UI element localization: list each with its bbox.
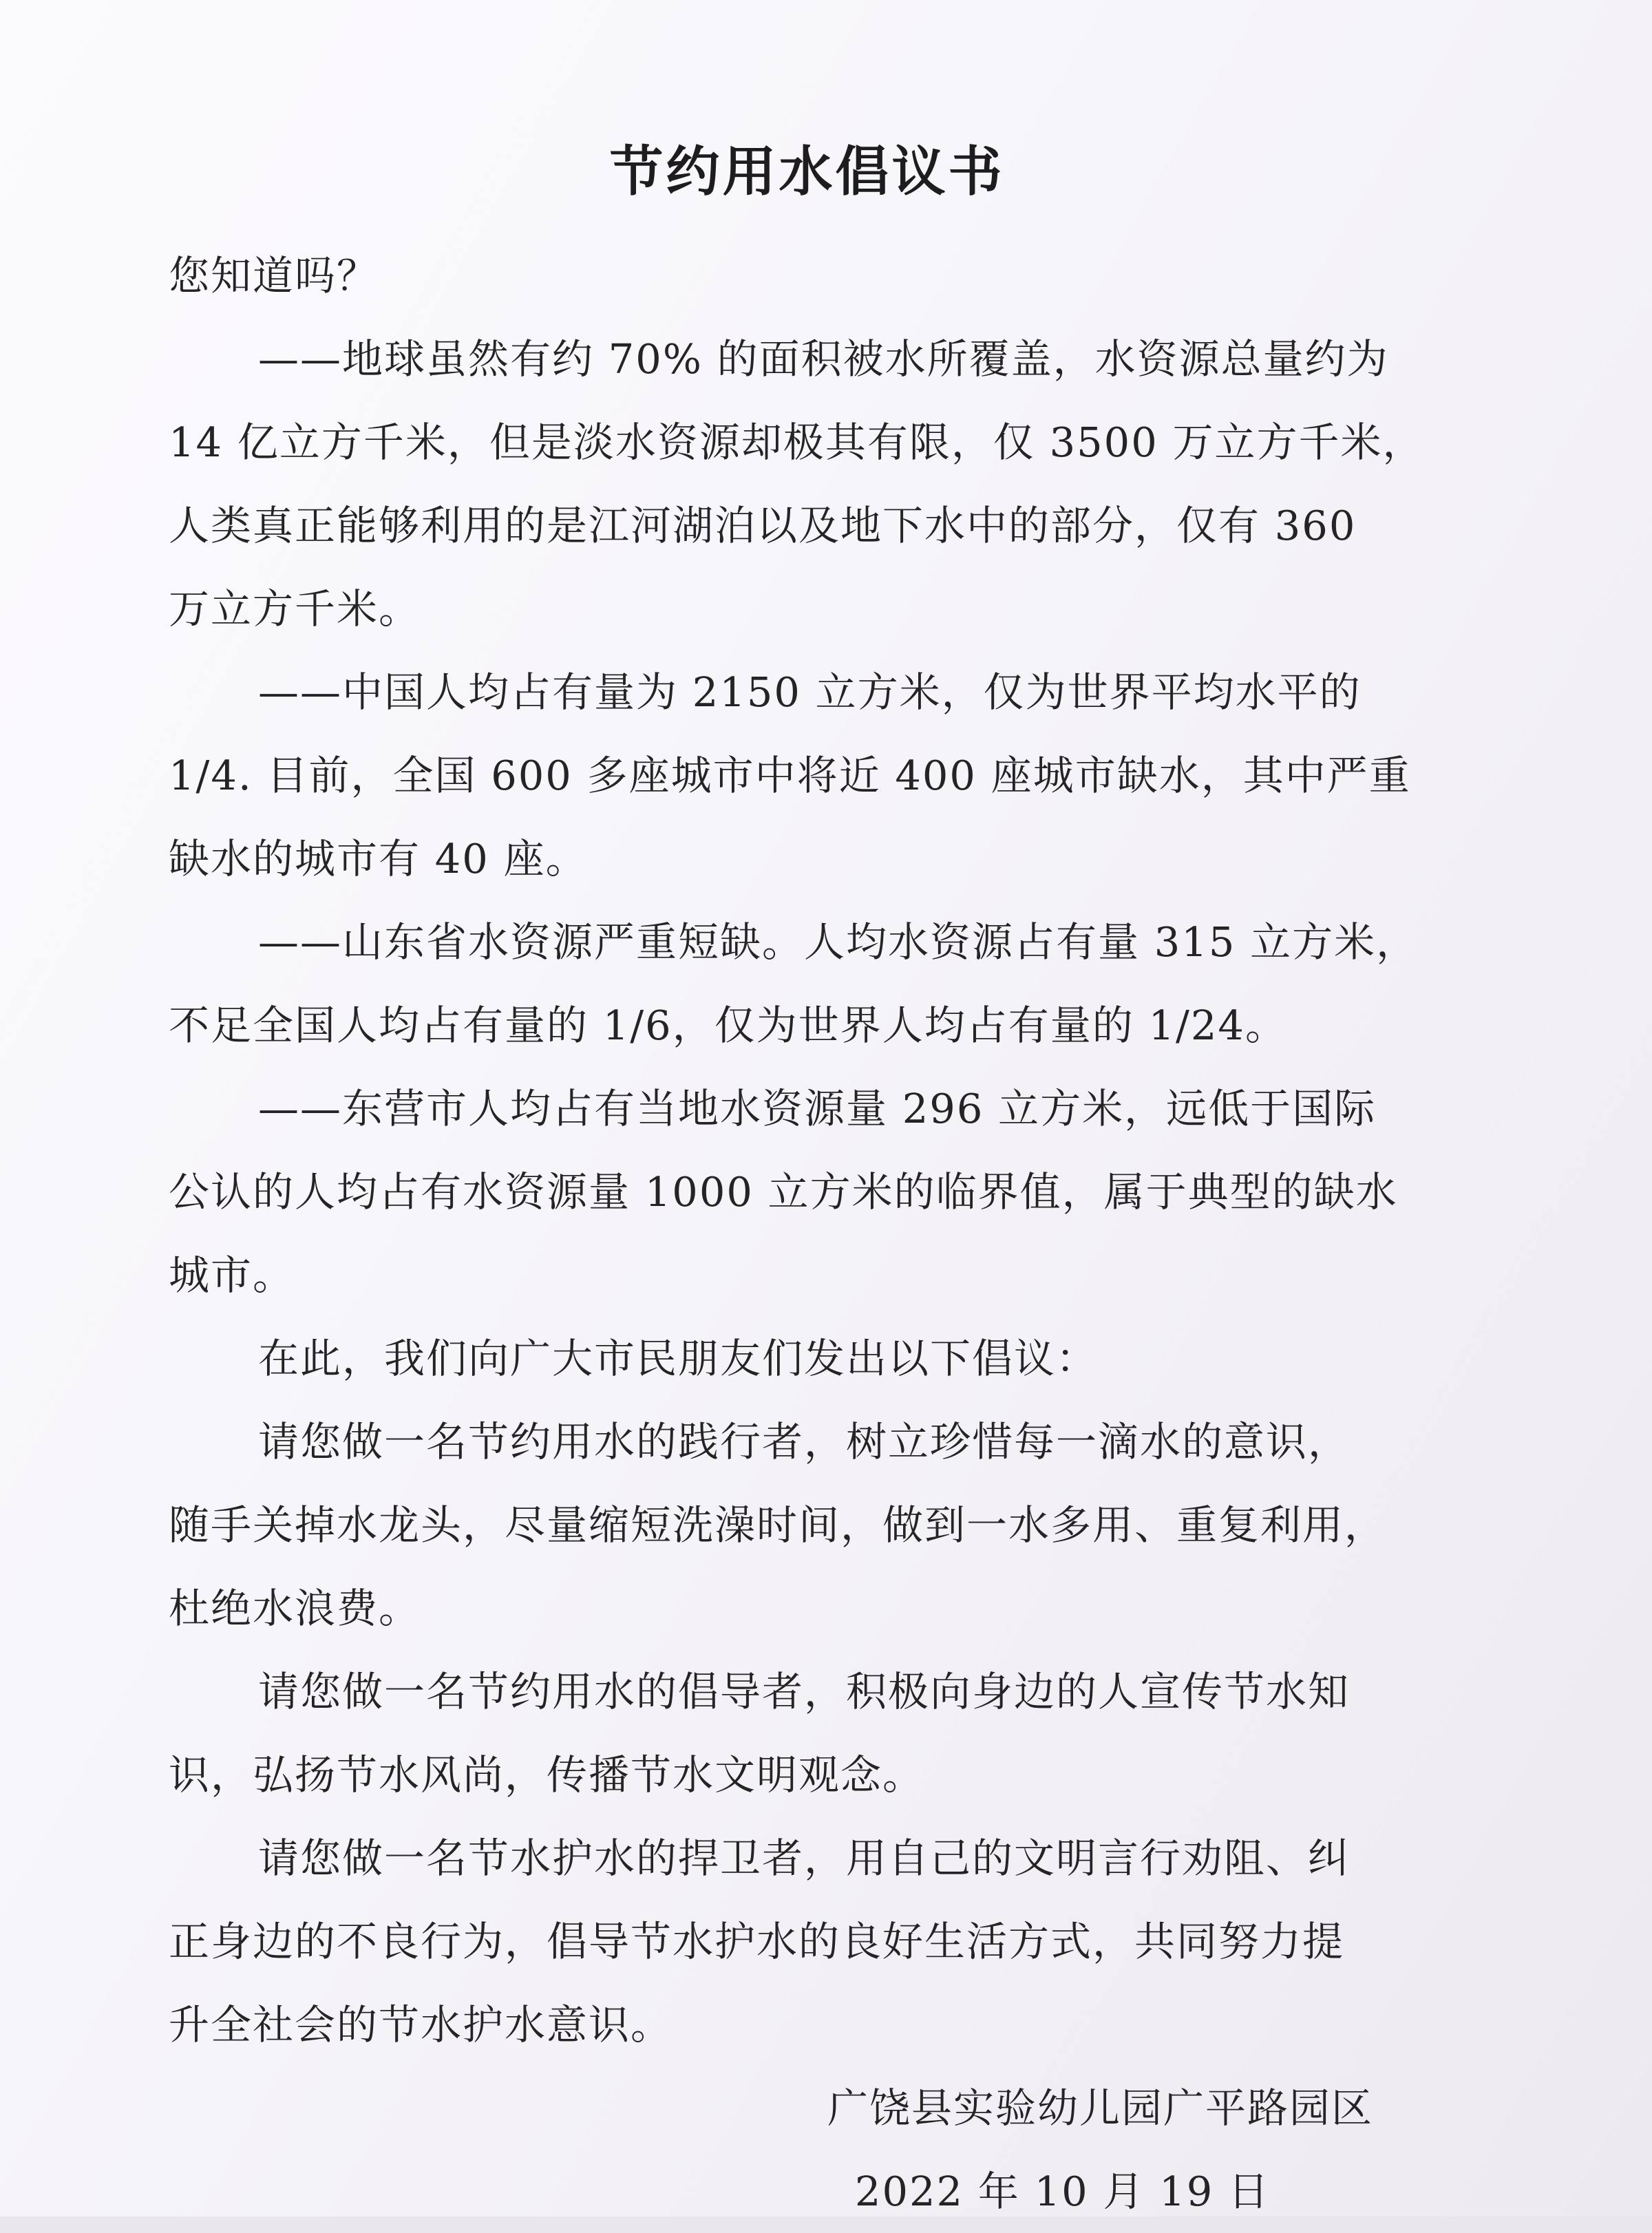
text-line: 随手关掉水龙头，尽量缩短洗澡时间，做到一水多用、重复利用， [169,1501,1387,1549]
text-line: 在此，我们向广大市民朋友们发出以下倡议： [258,1335,1099,1382]
text-line: 不足全国人均占有量的 1/6，仅为世界人均占有量的 1/24。 [169,1002,1287,1049]
text-line: 升全社会的节水护水意识。 [169,2001,673,2049]
signature: 广饶县实验幼儿园广平路园区 [827,2084,1373,2132]
text-line: 城市。 [169,1251,295,1299]
text-line: ——中国人均占有量为 2150 立方米，仅为世界平均水平的 [258,668,1362,716]
text-line: 杜绝水浪费。 [169,1585,421,1632]
text-line: ——东营市人均占有当地水资源量 296 立方米，远低于国际 [258,1085,1377,1132]
text-line: 缺水的城市有 40 座。 [169,835,588,882]
text-line: 正身边的不良行为，倡导节水护水的良好生活方式，共同努力提 [169,1918,1345,1965]
text-line: 14 亿立方千米，但是淡水资源却极其有限，仅 3500 万立方千米， [169,419,1425,466]
text-line: 识，弘扬节水风尚，传播节水文明观念。 [169,1751,925,1799]
text-line: 公认的人均占有水资源量 1000 立方米的临界值，属于典型的缺水 [169,1168,1398,1216]
text-line: 请您做一名节约用水的倡导者，积极向身边的人宣传节水知 [258,1668,1351,1715]
text-line: 请您做一名节约用水的践行者，树立珍惜每一滴水的意识， [258,1418,1351,1465]
document-title: 节约用水倡议书 [609,140,1005,203]
text-line: ——山东省水资源严重短缺。人均水资源占有量 315 立方米， [258,918,1419,966]
text-line: 请您做一名节水护水的捍卫者，用自己的文明言行劝阻、纠 [258,1834,1351,1882]
text-line: 万立方千米。 [169,585,421,633]
text-line: 1/4. 目前，全国 600 多座城市中将近 400 座城市缺水，其中严重 [169,752,1411,799]
signature-date: 2022 年 10 月 19 日 [854,2168,1270,2215]
text-line: 人类真正能够利用的是江河湖泊以及地下水中的部分，仅有 360 [169,502,1357,549]
text-line: 您知道吗？ [169,252,379,299]
text-line: ——地球虽然有约 70% 的面积被水所覆盖，水资源总量约为 [258,335,1389,383]
